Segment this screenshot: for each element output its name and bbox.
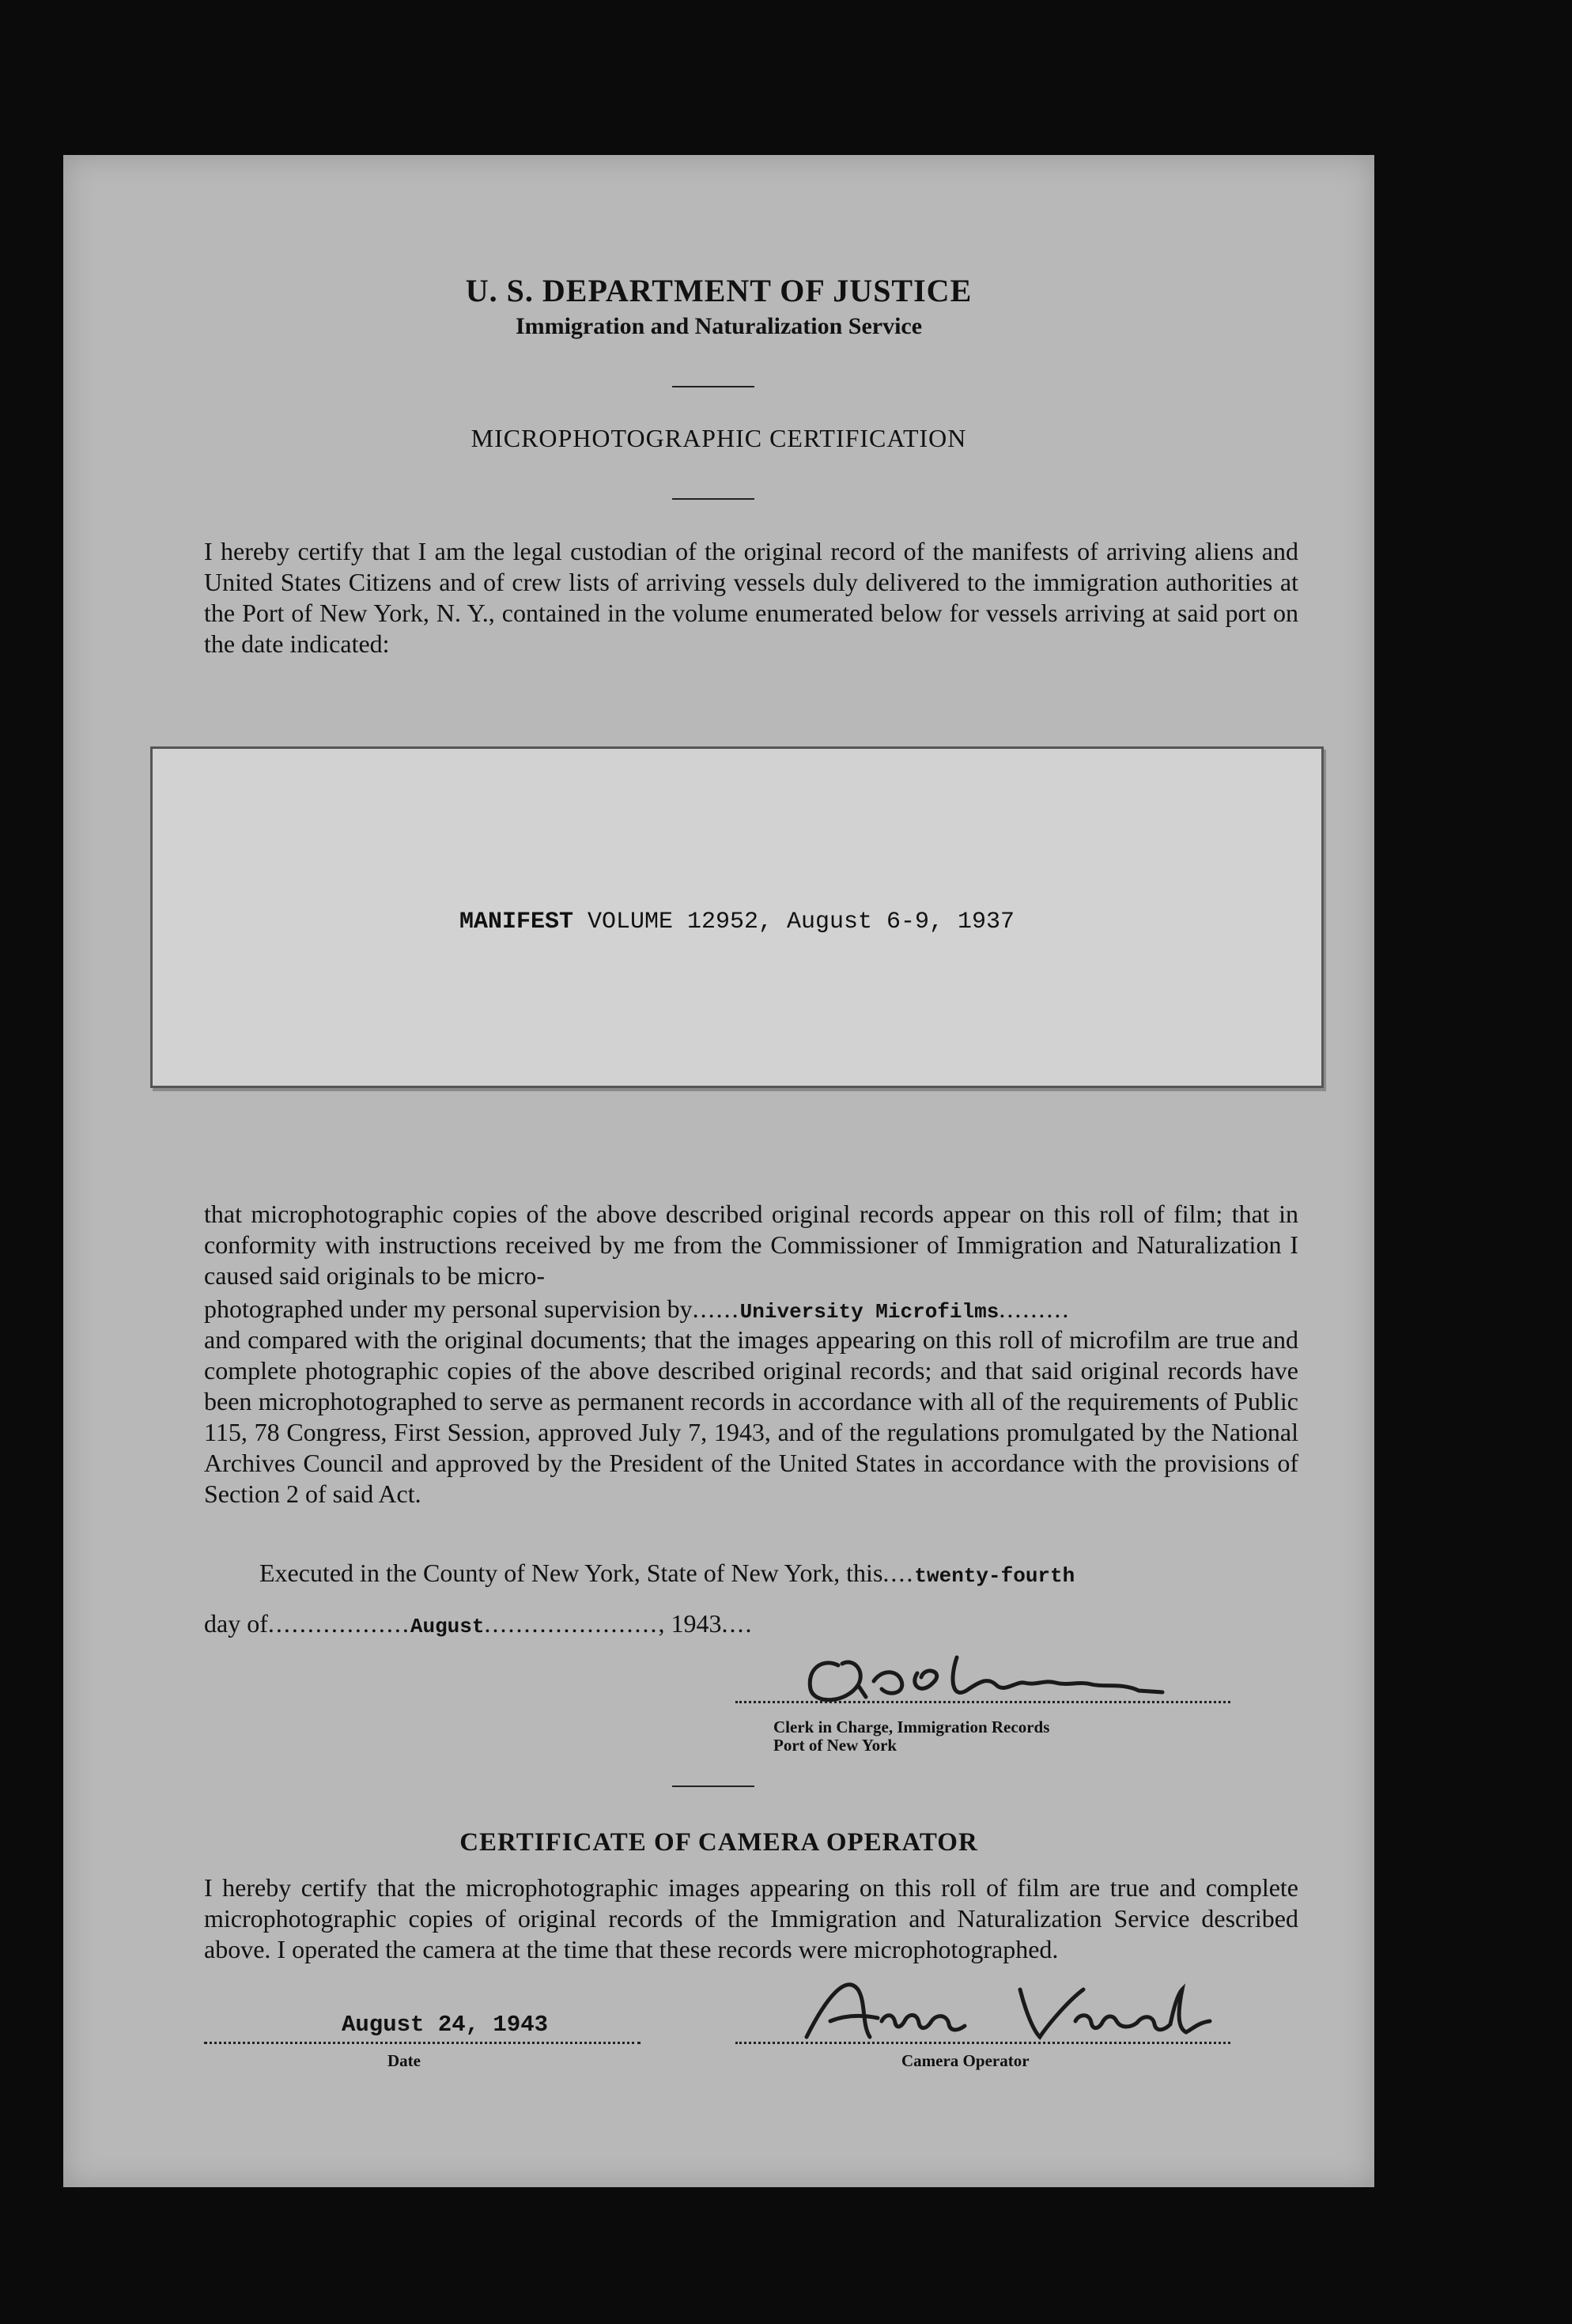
dot-leader: ......................: [484, 1609, 659, 1638]
camera-certificate-text: I hereby certify that the microphotographic images appearing on this roll of film are true and complete microphotographic copies of original records of the Immigration and Naturalization Service described above. I operated the camera at the time that these records were microphotographed.: [204, 1873, 1298, 1963]
execution-day: twenty-fourth: [914, 1564, 1075, 1588]
supervision-prefix: photographed under my personal supervision by: [204, 1294, 693, 1323]
clerk-title: Clerk in Charge, Immigration Records: [773, 1717, 1050, 1736]
dot-leader: .........: [999, 1294, 1071, 1323]
camera-certificate-title: CERTIFICATE OF CAMERA OPERATOR: [459, 1828, 978, 1857]
department-title: U. S. DEPARTMENT OF JUSTICE: [465, 273, 973, 308]
execution-month: August: [410, 1615, 485, 1638]
divider: [672, 1786, 754, 1787]
body-paragraph-1: that microphotographic copies of the above described original records appear on this roll of film; that in conformity with instructions received by me from the Commissioner of Immigration and Naturalization I caused said originals to be micro-: [204, 1200, 1298, 1290]
certificate-date: August 24, 1943: [342, 2012, 549, 2038]
manifest-volume-text: [153, 909, 1321, 935]
service-subtitle: Immigration and Naturalization Service: [515, 313, 923, 339]
execution-prefix: Executed in the County of New York, State of New York, this: [259, 1559, 883, 1587]
operator-signature: [783, 1966, 1226, 2053]
certificate-sheet: [63, 155, 1374, 2187]
date-line: [204, 1608, 753, 1642]
certification-title: MICROPHOTOGRAPHIC CERTIFICATION: [470, 424, 967, 452]
manifest-word: MANIFEST: [459, 909, 573, 935]
manifest-volume-details: VOLUME 12952, August 6-9, 1937: [572, 909, 1015, 935]
operator-caption: Camera Operator: [901, 2051, 1030, 2070]
dot-leader: ....: [721, 1609, 754, 1638]
day-of-label: day of: [204, 1609, 268, 1638]
execution-year: , 1943: [658, 1609, 722, 1638]
dot-leader: ..................: [267, 1609, 410, 1638]
dot-leader: ....: [882, 1559, 915, 1587]
clerk-location: Port of New York: [773, 1736, 897, 1755]
divider: [672, 498, 754, 500]
date-line-dotted: [204, 2042, 641, 2044]
date-caption: Date: [387, 2051, 421, 2070]
divider: [672, 386, 754, 387]
supervision-line: [204, 1294, 1070, 1328]
dot-leader: ......: [692, 1294, 740, 1323]
manifest-label: [150, 746, 1324, 1088]
body-paragraph-2: and compared with the original documents; that the images appearing on this roll of microfilm are true and complete photographic copies of the above described original records; and that said original records have been microphotographed to serve as permanent records in accordance with all of the requirements of Public 115, 78 Congress, First Session, approved July 7, 1943, and of the regulations promulgated by the National Archives Council and approved by the President of the United States in accordance with the provisions of Section 2 of said Act.: [204, 1325, 1298, 1508]
clerk-signature: [791, 1634, 1202, 1721]
supervision-value: University Microfilms: [739, 1300, 1000, 1324]
intro-paragraph: I hereby certify that I am the legal custodian of the original record of the manifests of arriving aliens and United States Citizens and of crew lists of arriving vessels duly delivered to the immigration authorities at the Port of New York, N. Y., contained in the volume enumerated below for vessels arriving at said port on the date indicated:: [204, 537, 1298, 658]
execution-line: [259, 1558, 1075, 1592]
